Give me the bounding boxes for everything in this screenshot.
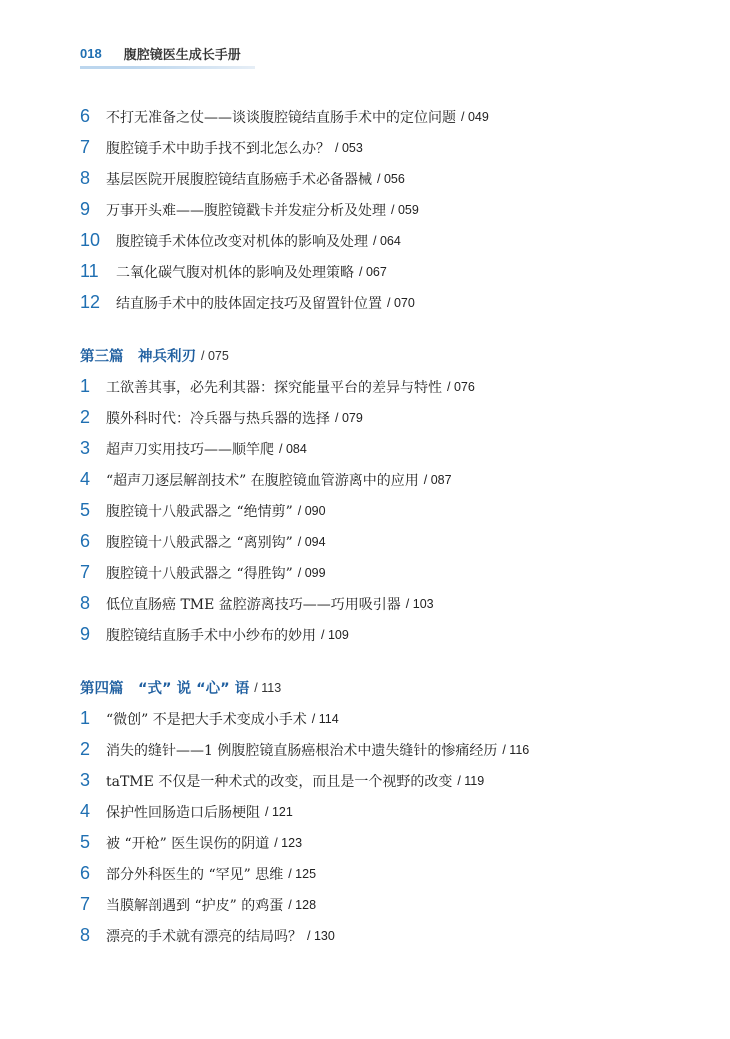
toc-entry — [80, 858, 700, 889]
entry-number: 3 — [80, 438, 91, 458]
entry-number: 2 — [80, 739, 91, 759]
entry-title: 超声刀实用技巧——顺竿爬 — [106, 441, 274, 458]
entry-number: 1 — [80, 376, 91, 396]
toc-entry — [80, 287, 700, 318]
entry-number: 6 — [80, 531, 91, 551]
entry-page: / 067 — [359, 264, 387, 279]
toc-section — [80, 101, 700, 318]
entry-page: / 130 — [307, 928, 335, 943]
toc-section — [80, 672, 700, 951]
toc-entry — [80, 557, 700, 588]
entry-title: 腹腔镜十八般武器之 “离别钩” — [106, 534, 293, 551]
entry-page: / 059 — [391, 202, 419, 217]
toc-entry — [80, 588, 700, 619]
entry-number: 7 — [80, 894, 91, 914]
entry-number: 12 — [80, 292, 101, 312]
entry-page: / 123 — [274, 835, 303, 850]
entry-number: 8 — [80, 168, 91, 188]
entry-title: 腹腔镜手术中助手找不到北怎么办？ — [106, 140, 330, 157]
entry-number: 8 — [80, 593, 91, 613]
toc-entry — [80, 619, 700, 650]
entry-title: 腹腔镜手术体位改变对机体的影响及处理 — [116, 233, 368, 250]
toc-entry — [80, 132, 700, 163]
entry-title: 腹腔镜十八般武器之 “得胜钩” — [106, 565, 293, 582]
entry-number: 7 — [80, 137, 91, 157]
entry-title: 当膜解剖遇到 “护皮” 的鸡蛋 — [106, 897, 284, 914]
entry-page: / 079 — [335, 410, 363, 425]
entry-number: 11 — [80, 261, 99, 281]
toc-entry — [80, 163, 700, 194]
entry-page: / 064 — [373, 233, 401, 248]
entry-title: 保护性回肠造口后肠梗阻 — [106, 804, 260, 821]
toc-entry — [80, 765, 700, 796]
toc-entry — [80, 464, 700, 495]
toc-entry — [80, 433, 700, 464]
section-page: / 075 — [201, 348, 229, 363]
entry-number: 2 — [80, 407, 91, 427]
section-title — [80, 672, 700, 703]
entry-number: 4 — [80, 801, 91, 821]
entry-page: / 128 — [288, 897, 317, 912]
entry-page: / 084 — [279, 441, 307, 456]
toc-entry — [80, 495, 700, 526]
entry-title: 膜外科时代：冷兵器与热兵器的选择 — [106, 410, 330, 427]
toc-entry — [80, 256, 700, 287]
entry-page: / 121 — [265, 804, 293, 819]
entry-page: / 090 — [297, 503, 326, 518]
entry-page: / 070 — [387, 295, 415, 310]
entry-number: 6 — [80, 863, 91, 883]
entry-page: / 076 — [447, 379, 475, 394]
entry-page: / 049 — [461, 109, 489, 124]
toc-entry — [80, 827, 700, 858]
entry-title: 漂亮的手术就有漂亮的结局吗？ — [106, 928, 302, 945]
entry-title: 二氧化碳气腹对机体的影响及处理策略 — [116, 264, 354, 281]
entry-title: taTME 不仅是一种术式的改变，而且是一个视野的改变 — [106, 773, 453, 790]
toc-entry — [80, 920, 700, 951]
entry-page: / 125 — [288, 866, 317, 881]
toc-entry — [80, 101, 700, 132]
entry-title: 结直肠手术中的肢体固定技巧及留置针位置 — [116, 295, 382, 312]
toc-entry — [80, 225, 700, 256]
entry-title: “超声刀逐层解剖技术” 在腹腔镜血管游离中的应用 — [106, 472, 419, 489]
section-page: / 113 — [254, 680, 282, 695]
toc-entry — [80, 194, 700, 225]
entry-title: 腹腔镜十八般武器之 “绝情剪” — [106, 503, 293, 520]
section-title — [80, 340, 700, 371]
header-underline — [80, 66, 255, 69]
page-header — [80, 44, 241, 63]
entry-number: 9 — [80, 624, 91, 644]
entry-title: 腹腔镜结直肠手术中小纱布的妙用 — [106, 627, 316, 644]
toc-entry — [80, 734, 700, 765]
entry-number: 1 — [80, 708, 91, 728]
entry-title: 部分外科医生的 “罕见” 思维 — [106, 866, 284, 883]
section-title-text: 第四篇 “式” 说 “心” 语 — [80, 681, 250, 697]
toc-section — [80, 340, 700, 650]
entry-number: 10 — [80, 230, 101, 250]
entry-title: 被 “开枪” 医生误伤的阴道 — [106, 835, 270, 852]
toc-entry — [80, 796, 700, 827]
entry-title: 基层医院开展腹腔镜结直肠癌手术必备器械 — [106, 171, 372, 188]
book-title: 腹腔镜医生成长手册 — [123, 48, 241, 63]
entry-title: 低位直肠癌 TME 盆腔游离技巧——巧用吸引器 — [106, 596, 401, 613]
entry-number: 8 — [80, 925, 91, 945]
entry-title: 消失的缝针——1 例腹腔镜直肠癌根治术中遗失缝针的惨痛经历 — [106, 742, 498, 759]
entry-page: / 056 — [377, 171, 405, 186]
entry-title: 工欲善其事，必先利其器：探究能量平台的差异与特性 — [106, 379, 442, 396]
entry-page: / 099 — [297, 565, 326, 580]
section-title-text: 第三篇 神兵利刃 — [80, 349, 196, 365]
entry-page: / 087 — [423, 472, 452, 487]
toc-entry — [80, 402, 700, 433]
toc-entry — [80, 703, 700, 734]
entry-page: / 103 — [405, 596, 434, 611]
toc-content — [80, 101, 700, 973]
toc-entry — [80, 371, 700, 402]
toc-entry — [80, 526, 700, 557]
entry-number: 9 — [80, 199, 91, 219]
entry-page: / 109 — [321, 627, 349, 642]
entry-number: 3 — [80, 770, 91, 790]
entry-number: 5 — [80, 832, 91, 852]
entry-page: / 119 — [457, 773, 485, 788]
entry-title: 万事开头难——腹腔镜戳卡并发症分析及处理 — [106, 202, 386, 219]
entry-title: 不打无准备之仗——谈谈腹腔镜结直肠手术中的定位问题 — [106, 109, 456, 126]
entry-page: / 094 — [297, 534, 326, 549]
entry-page: / 053 — [335, 140, 363, 155]
toc-entry — [80, 889, 700, 920]
entry-page: / 114 — [311, 711, 339, 726]
entry-page: / 116 — [502, 742, 530, 757]
entry-number: 5 — [80, 500, 91, 520]
page-number: 018 — [80, 46, 102, 61]
entry-number: 6 — [80, 106, 91, 126]
entry-number: 4 — [80, 469, 91, 489]
entry-title: “微创” 不是把大手术变成小手术 — [106, 711, 307, 728]
entry-number: 7 — [80, 562, 91, 582]
